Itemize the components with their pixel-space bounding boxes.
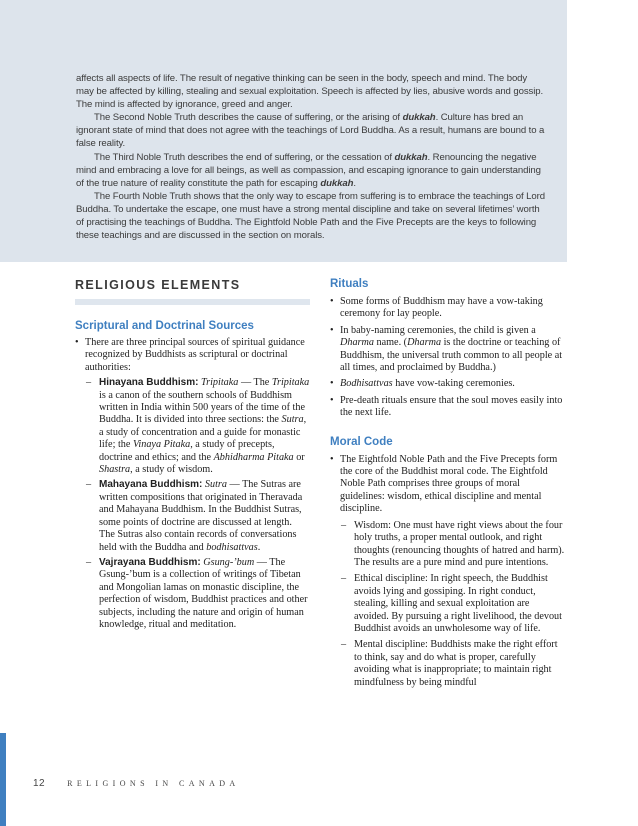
moral-mental-item: – Mental discipline: Buddhists make the right effort to think, say and do what is proper, carefully avoiding what is inappropriate; to maintain right mindfulness by being mindful bbox=[341, 639, 558, 688]
intro-paragraph-4: The Fourth Noble Truth shows that the only way to escape from suffering is to embrace the teachings of Lord Buddha. To undertake the escape, one must have a strong mental discipline and take on several lifetimes’ worth of practising the teachings of Buddha. The Eightfold Noble Path and the Five Precepts are the keys to following these teachings and are discussed in the section on morals. bbox=[76, 190, 545, 242]
mahayana-item: – Mahayana Buddhism: Sutra — The Sutras are written compositions that originated in Theravada and Mahayana Buddhism. In the Buddhist Sutras, some points of doctrine are discussed at length. The Sutras also contain records of conversations held with the Buddha and bodhisattvas. bbox=[86, 479, 303, 553]
running-title: RELIGIONS IN CANADA bbox=[67, 779, 240, 788]
intro-paragraph-2: The Second Noble Truth describes the cause of suffering, or the arising of dukkah. Culture has bred an ignorant state of mind that does not agree with the teachings of Lord Buddha. As a result, humans are bound to a false reality. bbox=[76, 112, 545, 150]
intro-paragraph-3: The Third Noble Truth describes the end of suffering, or the cessation of dukkah. Renouncing the negative mind and embracing a love for all beings, as well as compassion, and escaping ignorance to gain understanding of the true nature of reality constitute the path for escaping dukkah. bbox=[76, 151, 541, 189]
rituals-bullet-4: • Pre-death rituals ensure that the soul moves easily into the next life. bbox=[330, 394, 563, 419]
hinayana-item: – Hinayana Buddhism: Tripitaka — The Tripitaka is a canon of the southern schools of Buddhism written in India within 500 years of the time of the Buddha. It is divided into three sections: the Sutra, a study of concentration and a guide for monastic life; the Vinaya Pitaka, a study of precepts, doctrine and ethics; and the Abhidharma Pitaka or Shastra, a study of wisdom. bbox=[86, 377, 310, 476]
intro-band bbox=[0, 0, 567, 262]
rituals-bullet-1: • Some forms of Buddhism may have a vow-taking ceremony for lay people. bbox=[330, 296, 543, 320]
page-footer bbox=[33, 778, 240, 789]
moral-intro: • The Eightfold Noble Path and the Five Precepts form the core of the Buddhist moral code. The Eightfold Noble Path comprises three groups of moral guidelines: wisdom, ethical discipline and mental discipline. bbox=[330, 453, 558, 515]
moral-wisdom-item: – Wisdom: One must have right views about the four holy truths, a proper mental outlook, and right thoughts (renouncing thoughts of hatred and harm). The results are a pure mind and pure intentions. bbox=[341, 519, 565, 568]
right-column bbox=[330, 278, 565, 689]
moral-ethical-item: – Ethical discipline: In right speech, the Buddhist avoids lying and gossiping. In right conduct, stealing, killing and sexual exploitation are avoided. By pursuing a right livelihood, the devout Buddhist avoids an unwholesome way of life. bbox=[341, 573, 562, 634]
intro-paragraph-1: affects all aspects of life. The result of negative thinking can be seen in the body, speech and mind. The body may be affected by killing, stealing and sexual exploitation. Speech is affected by lies, abusive words and gossip. The mind is affected by ignorance, greed and anger. bbox=[76, 73, 544, 111]
left-column bbox=[75, 278, 310, 631]
page-edge-bar bbox=[0, 733, 6, 826]
intro-text bbox=[76, 72, 546, 242]
scriptural-intro: • There are three principal sources of spiritual guidance recognized by Buddhists as scriptural or doctrinal authorities: bbox=[75, 337, 305, 373]
vajrayana-item: – Vajrayana Buddhism: Gsung-’bum — The Gsung-’bum is a collection of writings of Tibetan and Mongolian lamas on monastic discipline, the perfection of wisdom, Buddhist practices and other subjects, including the nature and origin of human knowledge, ritual and meditation. bbox=[86, 556, 308, 630]
rituals-bullet-2: • In baby-naming ceremonies, the child is given a Dharma name. (Dharma is the doctrine or teaching of Buddhism, the universal truth common to all people at all times, and proclaimed by Buddha.) bbox=[330, 324, 563, 374]
rituals-heading: Rituals bbox=[330, 278, 369, 290]
scriptural-heading: Scriptural and Doctrinal Sources bbox=[75, 320, 254, 332]
page-number: 12 bbox=[33, 778, 46, 789]
section-title: RELIGIOUS ELEMENTS bbox=[75, 278, 310, 305]
rituals-bullet-3: • Bodhisattvas have vow-taking ceremonies. bbox=[330, 378, 515, 390]
moral-code-heading: Moral Code bbox=[330, 435, 393, 448]
